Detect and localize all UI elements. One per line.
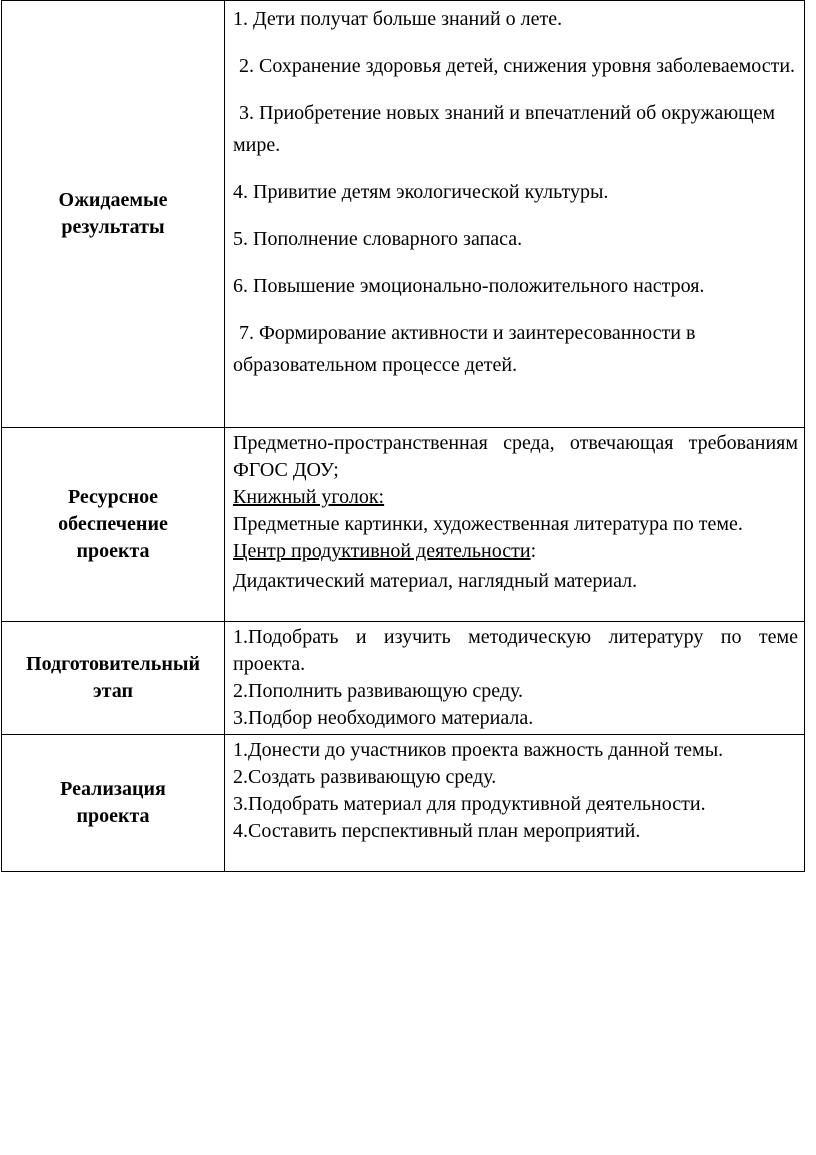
list-item: 1. Дети получат больше знаний о лете. — [233, 8, 563, 30]
label-line: этап — [93, 680, 133, 702]
list-item: 4.Составить перспективный план мероприятий. — [233, 820, 641, 842]
table-row-resources — [2, 428, 805, 622]
label-line: обеспечение — [58, 513, 168, 535]
label-line: проекта — [76, 540, 150, 562]
row-label-implementation — [2, 735, 225, 872]
list-item: Дидактический материал, наглядный материал. — [233, 570, 638, 592]
table-row-implementation — [2, 735, 805, 872]
row-label-preparatory — [2, 622, 225, 735]
list-item: Предметные картинки, художественная литература по теме. — [233, 513, 743, 535]
list-item: 4. Привитие детям экологической культуры. — [233, 181, 609, 203]
label-line: Ресурсное — [67, 486, 159, 508]
list-item — [233, 538, 798, 565]
list-item: 2. Сохранение здоровья детей, снижения уровня заболеваемости. — [239, 55, 796, 77]
list-item: Предметно-пространственная среда, отвечающая требованиям ФГОС ДОУ; — [233, 432, 798, 481]
table-row-preparatory — [2, 622, 805, 735]
list-item: 7. Формирование активности и заинтересованности в образовательном процессе детей. — [233, 322, 696, 376]
label-line: проекта — [76, 805, 150, 827]
row-label-resources — [2, 428, 225, 622]
productive-center-heading: Центр продуктивной деятельности — [233, 540, 531, 562]
label-line: Ожидаемые — [58, 189, 168, 211]
project-table — [1, 0, 805, 872]
book-corner-heading: Книжный уголок: — [233, 486, 385, 508]
row-content-expected-results — [225, 1, 805, 428]
list-item: 6. Повышение эмоционально-положительного настроя. — [233, 275, 705, 297]
list-item: 3.Подобрать материал для продуктивной деятельности. — [233, 793, 706, 815]
list-item: 5. Пополнение словарного запаса. — [233, 228, 523, 250]
list-item: 2.Создать развивающую среду. — [233, 766, 497, 788]
list-item: 1.Донести до участников проекта важность данной темы. — [233, 739, 724, 761]
list-item: 3.Подбор необходимого материала. — [233, 707, 534, 729]
row-content-resources — [225, 428, 805, 622]
row-label-expected-results — [2, 1, 225, 428]
list-item — [233, 484, 798, 511]
list-item: 3. Приобретение новых знаний и впечатлений об окружающем мире. — [233, 102, 776, 156]
table-row-expected-results — [2, 1, 805, 428]
colon: : — [530, 540, 537, 562]
label-line: Подготовительный — [26, 653, 200, 675]
row-content-implementation — [225, 735, 805, 872]
list-item: 2.Пополнить развивающую среду. — [233, 680, 524, 702]
list-item: 1.Подобрать и изучить методическую литературу по теме проекта. — [233, 626, 798, 675]
label-line: результаты — [61, 216, 165, 238]
label-line: Реализация — [60, 778, 166, 800]
row-content-preparatory — [225, 622, 805, 735]
